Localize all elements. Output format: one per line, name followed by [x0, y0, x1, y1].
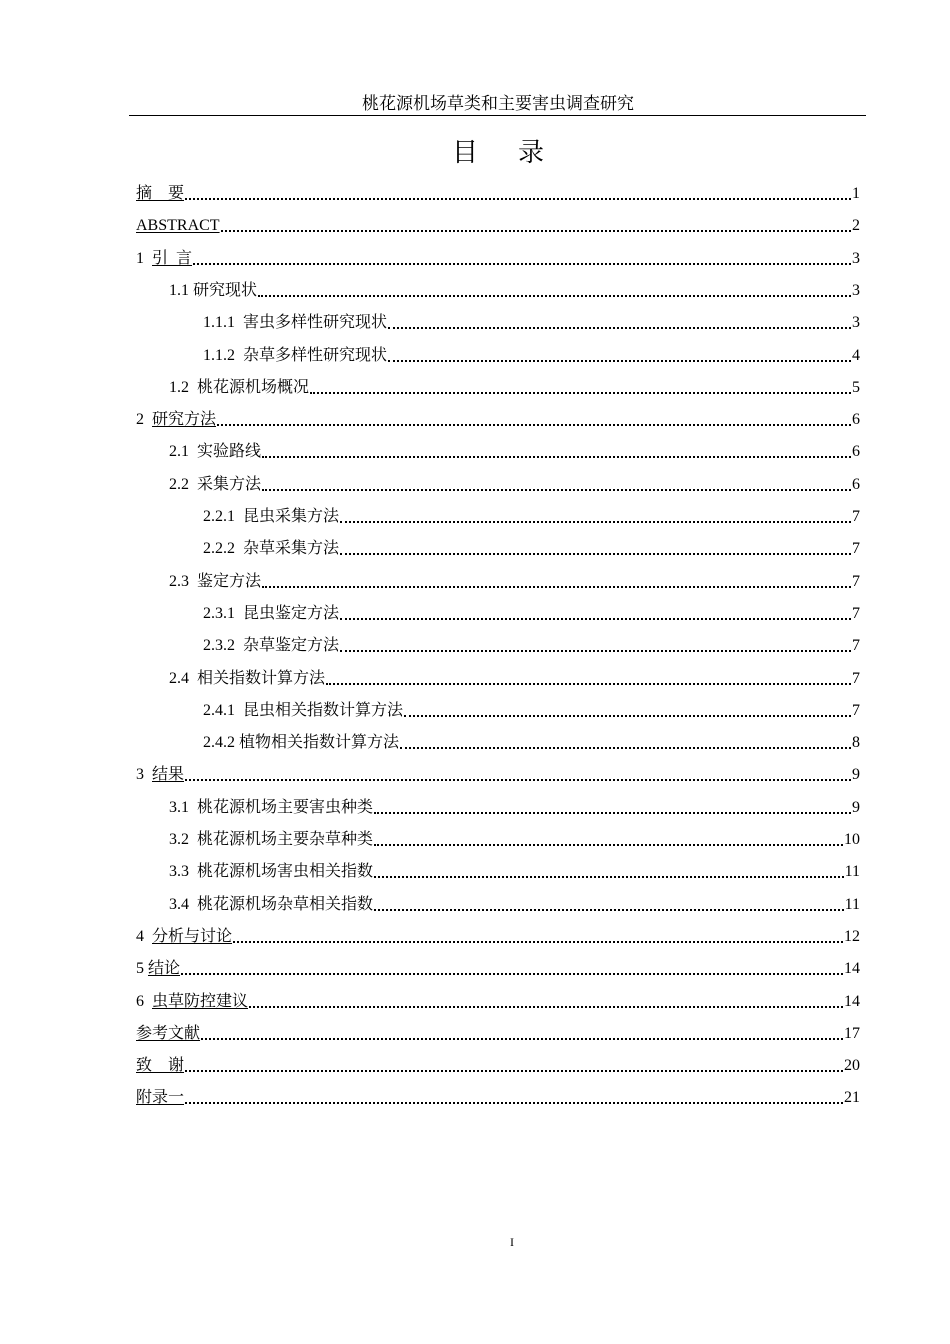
- toc-leader-dots: [340, 650, 851, 652]
- toc-entry[interactable]: [136, 757, 860, 785]
- toc-entry-label: 2.2 采集方法: [169, 475, 262, 493]
- toc-entry-page: 21: [844, 1089, 860, 1107]
- toc-entry-label: 2.2.1 昆虫采集方法: [203, 508, 340, 525]
- toc-entry-label: 附录一: [136, 1089, 185, 1107]
- toc-entry-label: 3 结果: [136, 766, 185, 784]
- header-rule: [129, 115, 866, 116]
- toc-leader-dots: [193, 263, 851, 265]
- toc-entry-page: 17: [844, 1024, 860, 1042]
- toc-entry-page: 6: [852, 475, 860, 493]
- toc-leader-dots: [388, 360, 851, 362]
- toc-entry-page: 7: [852, 604, 860, 622]
- toc-entry[interactable]: [203, 499, 860, 527]
- toc-leader-dots: [233, 941, 843, 943]
- toc-leader-dots: [340, 553, 851, 555]
- toc-entry-label: 6 虫草防控建议: [136, 992, 249, 1010]
- toc-entry[interactable]: [203, 725, 860, 753]
- toc-leader-dots: [181, 973, 843, 975]
- toc-entry-page: 6: [852, 443, 860, 461]
- toc-entry-label: 3.2 桃花源机场主要杂草种类: [169, 831, 374, 848]
- toc-entry[interactable]: [203, 628, 860, 656]
- toc-entry-label: 3.4 桃花源机场杂草相关指数: [169, 895, 374, 913]
- toc-leader-dots: [185, 1070, 843, 1072]
- toc-entry[interactable]: [136, 951, 860, 979]
- toc-leader-dots: [262, 586, 851, 588]
- toc-leader-dots: [310, 392, 851, 394]
- toc-entry-page: 3: [852, 281, 860, 299]
- toc-leader-dots: [185, 1102, 843, 1104]
- toc-entry[interactable]: [169, 854, 860, 882]
- toc-entry-page: 14: [844, 960, 860, 978]
- toc-entry-page: 3: [852, 314, 860, 332]
- toc-entry-page: 6: [852, 411, 860, 429]
- toc-entry-page: 9: [852, 766, 860, 784]
- toc-entry[interactable]: [203, 338, 860, 366]
- toc-leader-dots: [217, 424, 851, 426]
- page-number: I: [510, 1235, 514, 1249]
- toc-entry[interactable]: [169, 370, 860, 398]
- toc-leader-dots: [404, 715, 851, 717]
- toc-entry-page: 10: [844, 831, 860, 848]
- toc-entry-label: 1.1 研究现状: [169, 281, 258, 299]
- toc-entry[interactable]: [136, 1048, 860, 1076]
- toc-entry-label: 致 谢: [136, 1057, 185, 1075]
- toc-entry-label: 2.3.1 昆虫鉴定方法: [203, 604, 340, 622]
- running-header-title: 桃花源机场草类和主要害虫调查研究: [362, 94, 634, 113]
- toc-entry[interactable]: [169, 887, 860, 915]
- toc-entry-page: 7: [852, 540, 860, 558]
- toc-leader-dots: [374, 909, 844, 911]
- toc-leader-dots: [400, 747, 851, 749]
- toc-entry-label: ABSTRACT: [136, 217, 220, 235]
- toc-entry-page: 3: [852, 249, 860, 267]
- toc-entry-label: 2 研究方法: [136, 411, 217, 429]
- toc-entry[interactable]: [169, 273, 860, 301]
- toc-entry-label: 1 引 言: [136, 249, 193, 267]
- toc-leader-dots: [326, 683, 851, 685]
- toc-entry[interactable]: [136, 1016, 860, 1044]
- toc-entry-page: 20: [844, 1057, 860, 1075]
- toc-entry-label: 2.2.2 杂草采集方法: [203, 540, 340, 558]
- toc-entry[interactable]: [203, 305, 860, 333]
- toc-entry-page: 8: [852, 734, 860, 752]
- toc-entry-page: 11: [844, 863, 860, 881]
- toc-entry-page: 14: [844, 992, 860, 1010]
- toc-leader-dots: [185, 198, 851, 200]
- toc-entry-page: 12: [844, 927, 860, 945]
- toc-entry-label: 3.1 桃花源机场主要害虫种类: [169, 798, 374, 816]
- toc-entry-page: 9: [852, 798, 860, 816]
- toc-entry-label: 参考文献: [136, 1024, 201, 1042]
- toc-leader-dots: [185, 779, 851, 781]
- toc-entry-page: 4: [852, 346, 860, 364]
- toc-entry-label: 3.3 桃花源机场害虫相关指数: [169, 863, 374, 881]
- toc-entry[interactable]: [169, 434, 860, 462]
- toc-entry-label: 2.4 相关指数计算方法: [169, 669, 326, 687]
- toc-entry-label: 5 结论: [136, 960, 181, 978]
- toc-leader-dots: [388, 327, 851, 329]
- toc-entry-label: 摘 要: [136, 185, 185, 202]
- toc-leader-dots: [249, 1006, 843, 1008]
- toc-entry-label: 1.2 桃花源机场概况: [169, 378, 310, 396]
- toc-entry-label: 2.3 鉴定方法: [169, 572, 262, 590]
- toc-entry-page: 5: [852, 378, 860, 396]
- toc-entry-label: 4 分析与讨论: [136, 927, 233, 945]
- toc-entry[interactable]: [169, 564, 860, 592]
- toc-entry[interactable]: [203, 531, 860, 559]
- toc-leader-dots: [374, 844, 843, 846]
- toc-leader-dots: [340, 521, 851, 523]
- toc-leader-dots: [374, 812, 851, 814]
- toc-entry[interactable]: [136, 919, 860, 947]
- toc-entry[interactable]: [136, 984, 860, 1012]
- toc-entry-page: 7: [852, 572, 860, 590]
- toc-entry[interactable]: [203, 596, 860, 624]
- toc-entry-page: 1: [852, 185, 860, 202]
- toc-entry-page: 7: [852, 637, 860, 655]
- toc-leader-dots: [258, 295, 851, 297]
- toc-leader-dots: [374, 876, 844, 878]
- toc-entry[interactable]: [136, 1080, 860, 1108]
- toc-entry-page: 11: [844, 895, 860, 913]
- toc-entry[interactable]: [169, 467, 860, 495]
- toc-entry-label: 2.4.2 植物相关指数计算方法: [203, 734, 400, 752]
- toc-entry-label: 2.3.2 杂草鉴定方法: [203, 637, 340, 655]
- toc-entry[interactable]: [136, 402, 860, 430]
- toc-entry[interactable]: [136, 241, 860, 269]
- toc-entry-page: 2: [852, 217, 860, 235]
- toc-title: 目录: [451, 138, 584, 168]
- toc-leader-dots: [201, 1038, 843, 1040]
- toc-entry[interactable]: [136, 176, 860, 204]
- toc-entry-page: 7: [852, 669, 860, 687]
- toc-entry[interactable]: [169, 661, 860, 689]
- toc-leader-dots: [262, 489, 851, 491]
- toc-entry-page: 7: [852, 701, 860, 719]
- toc-entry[interactable]: [169, 790, 860, 818]
- toc-entry-page: 7: [852, 508, 860, 525]
- toc-entry-label: 1.1.2 杂草多样性研究现状: [203, 346, 388, 364]
- toc-leader-dots: [340, 618, 851, 620]
- toc-entry[interactable]: [136, 208, 860, 236]
- toc-leader-dots: [221, 230, 851, 232]
- toc-entry-label: 2.1 实验路线: [169, 443, 262, 461]
- toc-entry[interactable]: [169, 822, 860, 850]
- toc-leader-dots: [262, 456, 851, 458]
- toc-entry-label: 2.4.1 昆虫相关指数计算方法: [203, 701, 404, 719]
- toc-entry-label: 1.1.1 害虫多样性研究现状: [203, 314, 388, 332]
- toc-entry[interactable]: [203, 693, 860, 721]
